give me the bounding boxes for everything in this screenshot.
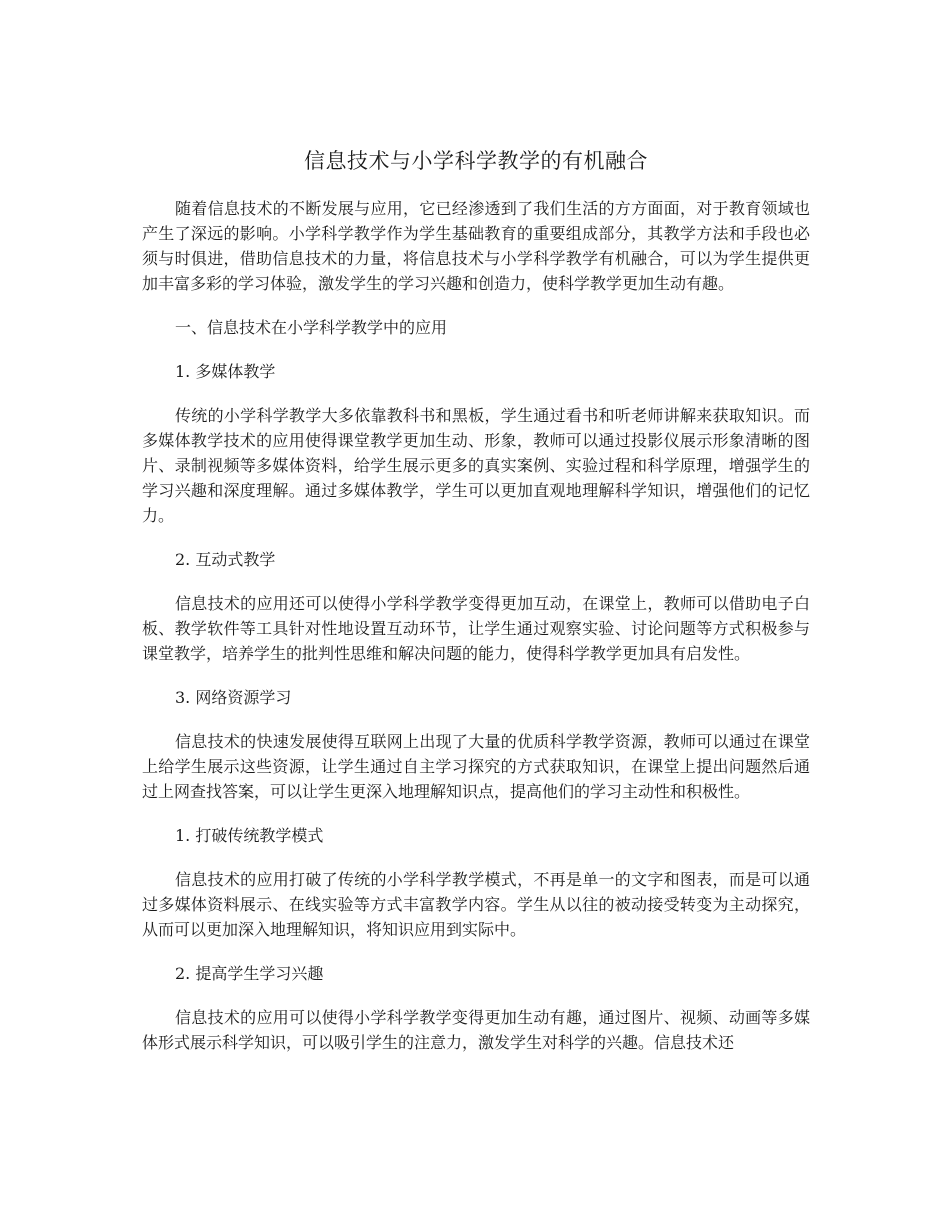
section-heading-applications: 一、信息技术在小学科学教学中的应用 xyxy=(175,318,448,337)
subheading-multimedia-teaching: 1. 多媒体教学 xyxy=(175,362,276,381)
paragraph-break-traditional-mode: 信息技术的应用打破了传统的小学科学教学模式，不再是单一的文字和图表，而是可以通过多媒体资料展示、在线实验等方式丰富教学内容。学生从以往的被动接受转变为主动探究，从而可以更加深入地理解知识，将知识应用到实际中。 xyxy=(142,870,810,939)
paragraph-raise-interest: 信息技术的应用可以使得小学科学教学变得更加生动有趣，通过图片、视频、动画等多媒体形式展示科学知识，可以吸引学生的注意力，激发学生对科学的兴趣。信息技术还 xyxy=(142,1008,810,1052)
subheading-raise-interest: 2. 提高学生学习兴趣 xyxy=(175,964,324,983)
subheading-break-traditional-mode: 1. 打破传统教学模式 xyxy=(175,826,324,845)
document-title: 信息技术与小学科学教学的有机融合 xyxy=(304,149,648,173)
document-page xyxy=(142,146,810,1074)
paragraph-multimedia-teaching: 传统的小学科学教学大多依靠教科书和黑板，学生通过看书和听老师讲解来获取知识。而多媒体教学技术的应用使得课堂教学更加生动、形象，教师可以通过投影仪展示形象清晰的图片、录制视频等多媒体资料，给学生展示更多的真实案例、实验过程和科学原理，增强学生的学习兴趣和深度理解。通过多媒体教学，学生可以更加直观地理解科学知识，增强他们的记忆力。 xyxy=(142,406,810,525)
subheading-online-resources: 3. 网络资源学习 xyxy=(175,688,292,707)
subheading-interactive-teaching: 2. 互动式教学 xyxy=(175,550,276,569)
paragraph-interactive-teaching: 信息技术的应用还可以使得小学科学教学变得更加互动，在课堂上，教师可以借助电子白板、教学软件等工具针对性地设置互动环节，让学生通过观察实验、讨论问题等方式积极参与课堂教学，培养学生的批判性思维和解决问题的能力，使得科学教学更加具有启发性。 xyxy=(142,594,810,663)
paragraph-online-resources: 信息技术的快速发展使得互联网上出现了大量的优质科学教学资源，教师可以通过在课堂上给学生展示这些资源，让学生通过自主学习探究的方式获取知识，在课堂上提出问题然后通过上网查找答案，可以让学生更深入地理解知识点，提高他们的学习主动性和积极性。 xyxy=(142,732,810,801)
paragraph-intro: 随着信息技术的不断发展与应用，它已经渗透到了我们生活的方方面面，对于教育领域也产生了深远的影响。小学科学教学作为学生基础教育的重要组成部分，其教学方法和手段也必须与时俱进，借助信息技术的力量，将信息技术与小学科学教学有机融合，可以为学生提供更加丰富多彩的学习体验，激发学生的学习兴趣和创造力，使科学教学更加生动有趣。 xyxy=(142,199,810,293)
